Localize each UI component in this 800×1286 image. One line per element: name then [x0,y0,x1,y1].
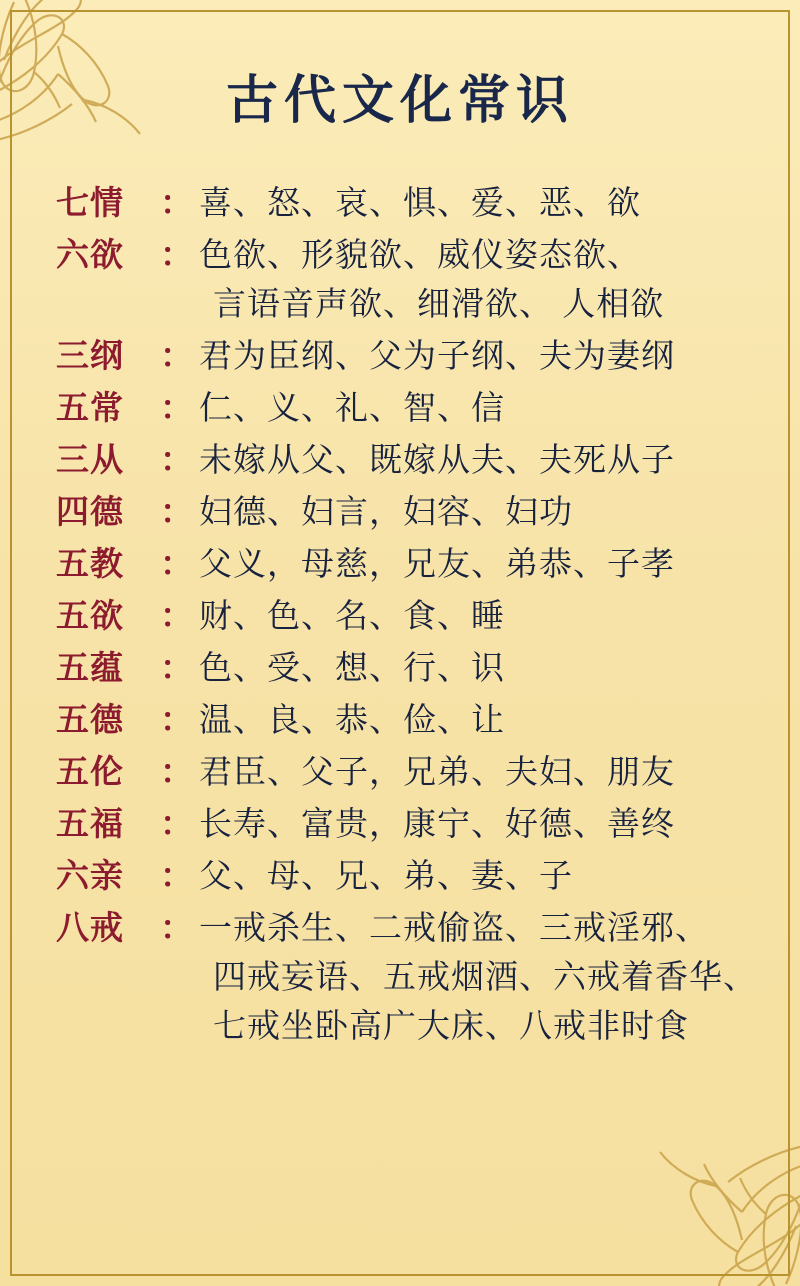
list-item [56,801,760,850]
entry-colon: ： [160,651,193,687]
list-item [56,749,760,798]
entry-colon: ： [160,755,193,791]
entry-value [193,385,760,434]
list-item [56,853,760,902]
list-item [56,489,760,538]
entry-label: 三纲 [56,339,124,375]
entry-value [193,333,760,382]
entry-label: 五常 [56,391,124,427]
list-item [56,593,760,642]
flower-corner-bottom-right-icon [570,1056,800,1286]
entry-value [193,593,760,642]
entry-value [193,437,760,486]
entry-value [193,749,760,798]
entry-label: 八戒 [56,911,124,947]
entry-line: 父义，母慈，兄友、弟恭、子孝 [199,547,675,583]
entry-line: 父、母、兄、弟、妻、子 [199,859,573,895]
list-item [56,232,760,330]
entry-value [193,801,760,850]
entry-colon: ： [160,391,193,427]
entry-line: 财、色、名、食、睡 [199,599,505,635]
entry-line: 君为臣纲、父为子纲、夫为妻纲 [199,339,675,375]
entry-colon: ： [160,339,193,375]
entry-label: 五福 [56,807,124,843]
entry-value [193,541,760,590]
entry-colon: ： [160,859,193,895]
entry-value [193,489,760,538]
entry-colon: ： [160,807,193,843]
entry-line: 四戒妄语、五戒烟酒、六戒着香华、 [213,960,757,996]
entry-value [193,645,760,694]
entry-label: 五教 [56,547,124,583]
entry-line: 言语音声欲、细滑欲、 人相欲 [213,287,665,323]
entry-line: 七戒坐卧高广大床、八戒非时食 [213,1009,689,1045]
entry-line: 君臣、父子，兄弟、夫妇、朋友 [199,755,675,791]
entry-line: 长寿、富贵，康宁、好德、善终 [199,807,675,843]
entry-colon: ： [160,911,193,947]
entry-colon: ： [160,703,193,739]
entry-value [193,853,760,902]
entry-colon: ： [160,599,193,635]
list-item [56,645,760,694]
list-item [56,541,760,590]
list-item [56,437,760,486]
entry-value [193,180,760,229]
entry-line: 喜、怒、哀、惧、爱、恶、欲 [199,186,641,222]
entry-line: 妇德、妇言，妇容、妇功 [199,495,573,531]
entry-line: 色、受、想、行、识 [199,651,505,687]
entry-colon: ： [160,443,193,479]
entry-label: 五蕴 [56,651,124,687]
entry-value [193,905,760,1052]
entry-line: 未嫁从父、既嫁从夫、夫死从子 [199,443,675,479]
entry-label: 三从 [56,443,124,479]
entry-label: 四德 [56,495,124,531]
entry-value [193,697,760,746]
list-item [56,385,760,434]
entry-line: 仁、义、礼、智、信 [199,391,505,427]
list-item [56,333,760,382]
entry-line: 色欲、形貌欲、威仪姿态欲、 [199,238,641,274]
entry-line: 温、良、恭、俭、让 [199,703,505,739]
entry-colon: ： [160,238,193,274]
list-item [56,180,760,229]
page-title: 古代文化常识 [225,73,574,130]
entry-colon: ： [160,495,193,531]
entry-label: 五欲 [56,599,124,635]
entry-label: 六亲 [56,859,124,895]
list-item [56,697,760,746]
entry-label: 六欲 [56,238,124,274]
entry-value [193,232,760,330]
list-item [56,905,760,1052]
entry-colon: ： [160,547,193,583]
entry-label: 五德 [56,703,124,739]
entry-colon: ： [160,186,193,222]
knowledge-list [56,180,760,1055]
entry-line: 一戒杀生、二戒偷盗、三戒淫邪、 [199,911,709,947]
entry-label: 五伦 [56,755,124,791]
entry-label: 七情 [56,186,124,222]
